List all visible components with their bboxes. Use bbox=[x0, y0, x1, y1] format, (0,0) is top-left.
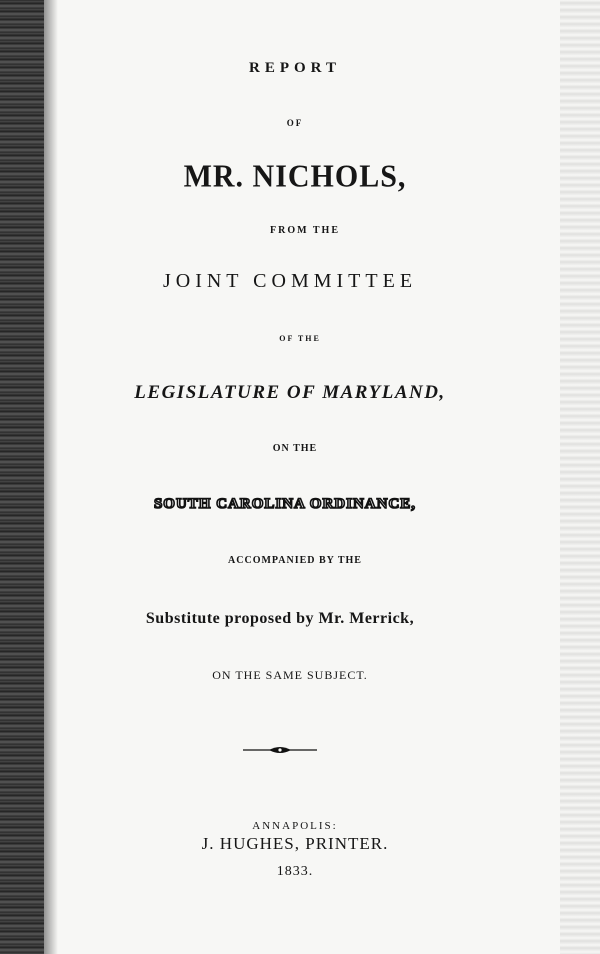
ordinance-title: SOUTH CAROLINA ORDINANCE, bbox=[153, 496, 417, 512]
scan-noise bbox=[560, 0, 600, 954]
heading-of-the: OF THE bbox=[279, 334, 321, 343]
imprint-printer: J. HUGHES, PRINTER. bbox=[201, 834, 389, 853]
committee-name: JOINT COMMITTEE bbox=[162, 270, 418, 292]
subject-line: ON THE SAME SUBJECT. bbox=[212, 668, 368, 682]
author-name: MR. NICHOLS, bbox=[183, 159, 407, 194]
heading-report: REPORT bbox=[249, 60, 341, 76]
binding-edge bbox=[0, 0, 44, 954]
binding-shadow bbox=[44, 0, 58, 954]
legislature-name: LEGISLATURE OF MARYLAND, bbox=[134, 382, 446, 403]
substitute-title: Substitute proposed by Mr. Merrick, bbox=[145, 610, 415, 627]
imprint-place: ANNAPOLIS: bbox=[252, 820, 338, 832]
heading-on-the: ON THE bbox=[272, 443, 318, 454]
imprint-year: 1833. bbox=[276, 864, 314, 879]
heading-accompanied: ACCOMPANIED BY THE bbox=[228, 555, 362, 566]
ornament-rule-icon bbox=[243, 745, 317, 755]
heading-from: FROM THE bbox=[270, 225, 340, 236]
heading-of: OF bbox=[286, 118, 304, 128]
